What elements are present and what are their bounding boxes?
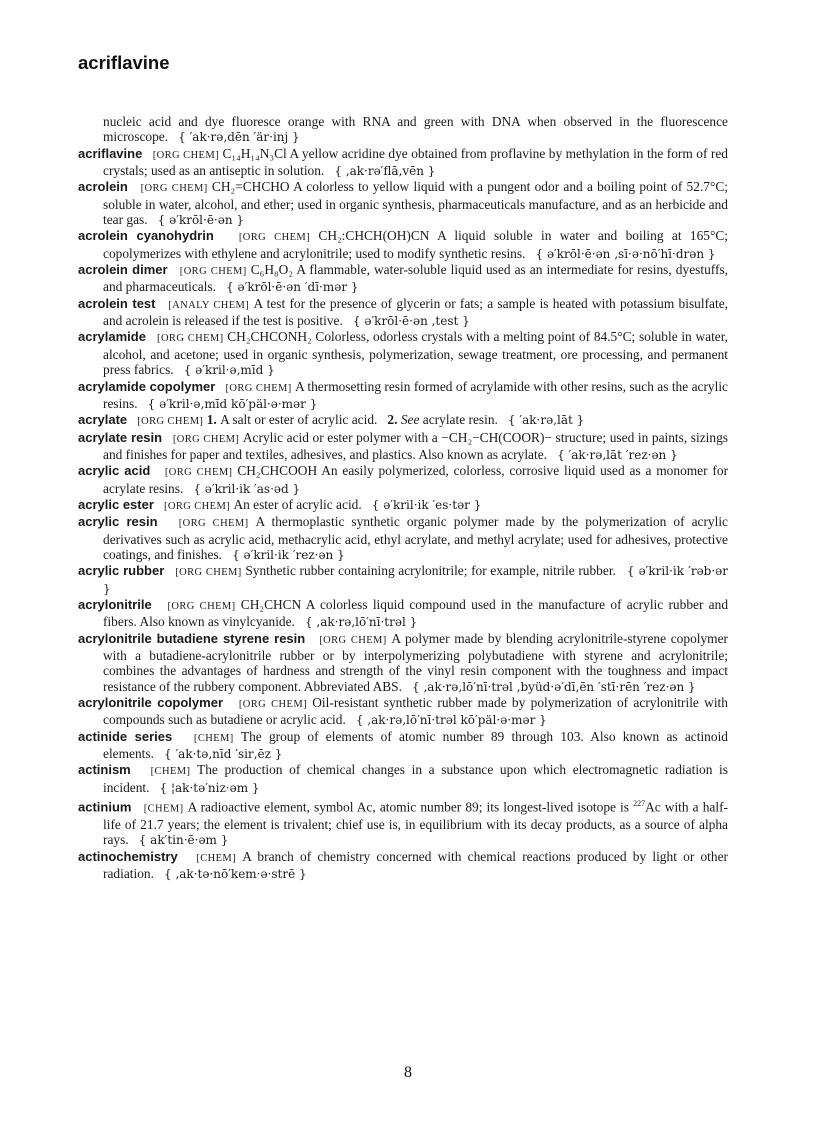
entry-actinium bbox=[78, 796, 728, 849]
entry-definition: Acrylic acid or ester polymer with a −CH₂−CH(COOR)− structure; used in paints, sizings and finishes for paper and textiles, adhesives, and plastics. Also known as acrylate. bbox=[103, 429, 728, 462]
entry-term: acrylonitrile copolymer bbox=[78, 695, 223, 711]
entry-pronunciation: { ‚ak·rə‚lō′nī·trəl ‚byüd·ə′dī‚ēn ′stī·rēn ′rez·ən } bbox=[412, 679, 696, 694]
entry-pronunciation: { ə′kril·ə‚mīd kō′päl·ə·mər } bbox=[147, 396, 318, 411]
entry-pronunciation: { ə′kril·ə‚mīd } bbox=[183, 363, 275, 378]
entry-pronunciation: { ′ak·tə‚nīd ′sir‚ēz } bbox=[164, 747, 283, 762]
entry-pronunciation: { ‚ak·tə·nō′kem·ə·strē } bbox=[164, 866, 307, 881]
entry-definition: C₁₄H₁₄N₃Cl A yellow acridine dye obtained from proflavine by methylation in the form of red crystals; used as an antiseptic in solution. bbox=[103, 145, 729, 179]
entry-acrylonitrile-copolymer bbox=[78, 695, 728, 729]
entry-term: acrylonitrile butadiene styrene resin bbox=[78, 630, 306, 646]
entry-definition: A thermosetting resin formed of acrylamide with other resins, such as the acrylic resins. bbox=[103, 378, 728, 411]
entry-acrylic-acid bbox=[78, 463, 728, 497]
entry-field: [ORG CHEM] bbox=[238, 232, 311, 244]
entry-field: [ORG CHEM] bbox=[175, 567, 242, 579]
entry-field: [CHEM] bbox=[150, 766, 191, 778]
entry-pronunciation: { ə′krōl·ē·ən ‚sī·ə·nō′hī·drən } bbox=[535, 246, 716, 261]
entry-pronunciation: { ‚ak·rə‚lō′nī·trəl kō′päl·ə·mər } bbox=[355, 713, 547, 728]
entry-pronunciation: { ə′krōl·ē·ən ′dī·mər } bbox=[226, 280, 359, 295]
entry-term: acrylamide copolymer bbox=[78, 378, 216, 394]
entry-term: acrylate resin bbox=[78, 429, 163, 445]
entry-field: [ANALY CHEM] bbox=[168, 299, 250, 311]
isotope-mass-number: 227 bbox=[633, 799, 646, 809]
entry-term: actinide series bbox=[78, 728, 173, 744]
entry-acrylic-rubber bbox=[78, 563, 728, 597]
entry-pronunciation: { ə′kril·ik ′es·tər } bbox=[371, 497, 482, 512]
entry-actinochemistry bbox=[78, 849, 728, 883]
entry-definition: A thermoplastic synthetic organic polymer made by the polymerization of acrylic derivatives such as acrylic acid, methacrylic acid, ethyl acrylate, and methyl acrylate; used for adhesives, protective coatings, and finishes. bbox=[103, 514, 728, 562]
entry-definition: A test for the presence of glycerin or fats; a sample is heated with potassium bisulfate, and acrolein is released if the test is positive. bbox=[103, 295, 728, 329]
entry-term: acrolein dimer bbox=[78, 262, 168, 278]
see-reference-label: See bbox=[400, 412, 420, 428]
entry-pronunciation: { ə′krōl·ē·ən } bbox=[157, 213, 245, 228]
entry-acrylic-resin bbox=[78, 514, 728, 563]
entry-definition: A polymer made by blending acrylonitrile-styrene copolymer with a butadiene-acrylonitrile rubber or by interpolymerizing polybutadiene with styrene and acrylonitrile; combines the advantages of hardness and strength of the vinyl resin component with the toughness and impact resistance of the rubbery component. Abbreviated ABS. bbox=[103, 630, 729, 694]
entry-field: [ORG CHEM] bbox=[137, 416, 204, 428]
entry-acrylate-resin bbox=[78, 430, 728, 464]
entry-term: acrylate bbox=[78, 412, 128, 428]
entry-field: [ORG CHEM] bbox=[157, 333, 224, 345]
entry-pronunciation: { ‚ak·rə‚lō′nī·trəl } bbox=[304, 615, 418, 630]
entry-pronunciation: { ak′tin·ē·əm } bbox=[138, 833, 229, 848]
entry-definition: The group of elements of atomic number 89 through 103. Also known as actinoid elements. bbox=[103, 728, 728, 762]
entry-pronunciation: { ¦ak·tə′niz·əm } bbox=[159, 780, 260, 795]
entry-definition: An ester of acrylic acid. bbox=[233, 496, 362, 512]
entry-definition: CH₂CHCN A colorless liquid compound used in the manufacture of acrylic rubber and fibers. Also known as vinylcyanide. bbox=[103, 596, 729, 630]
entry-field: [ORG CHEM] bbox=[167, 600, 236, 612]
entry-acrylonitrile bbox=[78, 597, 728, 631]
entry-term: acrolein cyanohydrin bbox=[78, 228, 214, 244]
entry-term: acrylic acid bbox=[78, 463, 151, 479]
entry-acrylic-ester bbox=[78, 497, 728, 514]
entry-definition: C₆H₈O₂ A flammable, water-soluble liquid used as an intermediate for resins, dyestuffs, and pharmaceuticals. bbox=[103, 262, 729, 295]
entry-pronunciation: { ′ak·rə‚dēn ′är·inj } bbox=[178, 130, 300, 145]
entry-field: [ORG CHEM] bbox=[238, 699, 307, 711]
entry-actinide-series bbox=[78, 729, 728, 763]
entry-acrylate bbox=[78, 412, 728, 429]
entry-continuation bbox=[78, 114, 728, 146]
entry-term: acriflavine bbox=[78, 145, 143, 161]
entry-field: [ORG CHEM] bbox=[140, 183, 208, 195]
entry-term: acrolein bbox=[78, 179, 128, 195]
entry-term: actinium bbox=[78, 799, 132, 815]
entry-acrylamide bbox=[78, 329, 728, 378]
entry-definition: CH₂CHCOOH An easily polymerized, colorless, corrosive liquid used as a monomer for acrylate resins. bbox=[103, 463, 729, 496]
entry-field: [ORG CHEM] bbox=[172, 433, 240, 445]
entry-term: acrylonitrile bbox=[78, 596, 152, 612]
entry-definition: A radioactive element, symbol Ac, atomic number 89; its longest-lived isotope is bbox=[187, 799, 629, 815]
entry-pronunciation: { ə′kril·ik ′rez·ən } bbox=[232, 547, 345, 562]
entry-acrolein bbox=[78, 179, 728, 228]
entry-definition: Synthetic rubber containing acrylonitrile; for example, nitrile rubber. bbox=[245, 563, 616, 579]
entry-pronunciation: { ə′krōl·ē·ən ‚test } bbox=[352, 314, 470, 329]
entry-actinism bbox=[78, 762, 728, 796]
entry-definition: CH₂CHCONH₂ Colorless, odorless crystals with a melting point of 84.5°C; soluble in water, alcohol, and acetone; used in organic synthesis, polymerization, sewage treatment, ore processing, and permanent press fabrics. bbox=[103, 329, 728, 378]
cross-reference: acrylate resin. bbox=[422, 412, 498, 428]
entry-definition: A salt or ester of acrylic acid. bbox=[220, 412, 378, 428]
page-number: 8 bbox=[404, 1064, 412, 1081]
entry-definition: CH₂:CHCH(OH)CN A liquid soluble in water and boiling at 165°C; copolymerizes with ethylene and acrylonitrile; used to modify synthetic resins. bbox=[103, 228, 729, 261]
entry-acrolein-test bbox=[78, 296, 728, 330]
entry-term: acrylic resin bbox=[78, 514, 158, 530]
entry-field: [ORG CHEM] bbox=[178, 518, 249, 530]
entry-term: actinism bbox=[78, 762, 131, 778]
entry-field: [CHEM] bbox=[143, 803, 184, 815]
entry-definition-cont: Ac with a half-life of 21.7 years; the element is trivalent; chief use is, in equilibrium with its decay products, as a source of alpha rays. bbox=[103, 799, 728, 848]
entry-acriflavine bbox=[78, 146, 728, 180]
sense-number: 1. bbox=[206, 412, 217, 428]
entry-field: [ORG CHEM] bbox=[163, 500, 231, 512]
entry-term: acrolein test bbox=[78, 295, 156, 311]
entry-list bbox=[78, 114, 728, 882]
entry-pronunciation: { ′ak·rə‚lāt ′rez·ən } bbox=[557, 447, 678, 462]
entry-field: [CHEM] bbox=[196, 852, 237, 864]
running-head: acriflavine bbox=[78, 52, 170, 73]
sense-number: 2. bbox=[387, 412, 398, 428]
entry-definition: Oil-resistant synthetic rubber made by polymerization of acrylonitrile with compounds such as butadiene or acrylic acid. bbox=[103, 695, 728, 728]
entry-acrylamide-copolymer bbox=[78, 379, 728, 413]
entry-definition: A branch of chemistry concerned with chemical reactions produced by light or other radiation. bbox=[103, 848, 728, 881]
entry-pronunciation: { ə′kril·ik ′as·əd } bbox=[193, 481, 301, 496]
entry-term: acrylamide bbox=[78, 329, 146, 345]
entry-field: [ORG CHEM] bbox=[179, 266, 247, 278]
entry-field: [ORG CHEM] bbox=[225, 382, 292, 394]
entry-field: [ORG CHEM] bbox=[319, 634, 387, 646]
entry-pronunciation: { ə′kril·ik ′rəb·ər } bbox=[103, 564, 729, 596]
entry-definition: CH₂=CHCHO A colorless to yellow liquid with a pungent odor and a boiling point of 52.7°C; soluble in water, alcohol, and ether; used in organic synthesis, pharmaceuticals manufacture, and as an herbicide and tear gas. bbox=[103, 179, 728, 228]
entry-term: acrylic rubber bbox=[78, 563, 165, 579]
entry-acrolein-dimer bbox=[78, 262, 728, 296]
entry-acrylonitrile-butadiene-styrene-resin bbox=[78, 631, 728, 695]
entry-term: actinochemistry bbox=[78, 848, 178, 864]
entry-field: [CHEM] bbox=[193, 732, 234, 744]
entry-field: [ORG CHEM] bbox=[152, 149, 219, 161]
entry-pronunciation: { ‚ak·rə′flā‚vēn } bbox=[334, 164, 436, 179]
entry-acrolein-cyanohydrin bbox=[78, 228, 728, 262]
entry-definition: nucleic acid and dye fluoresce orange with RNA and green with DNA when observed in the fluorescence microscope. bbox=[103, 114, 728, 145]
entry-term: acrylic ester bbox=[78, 496, 154, 512]
entry-field: [ORG CHEM] bbox=[164, 467, 233, 479]
entry-definition: The production of chemical changes in a substance upon which electromagnetic radiation is incident. bbox=[103, 762, 728, 795]
entry-pronunciation: { ′ak·rə‚lāt } bbox=[507, 413, 585, 428]
